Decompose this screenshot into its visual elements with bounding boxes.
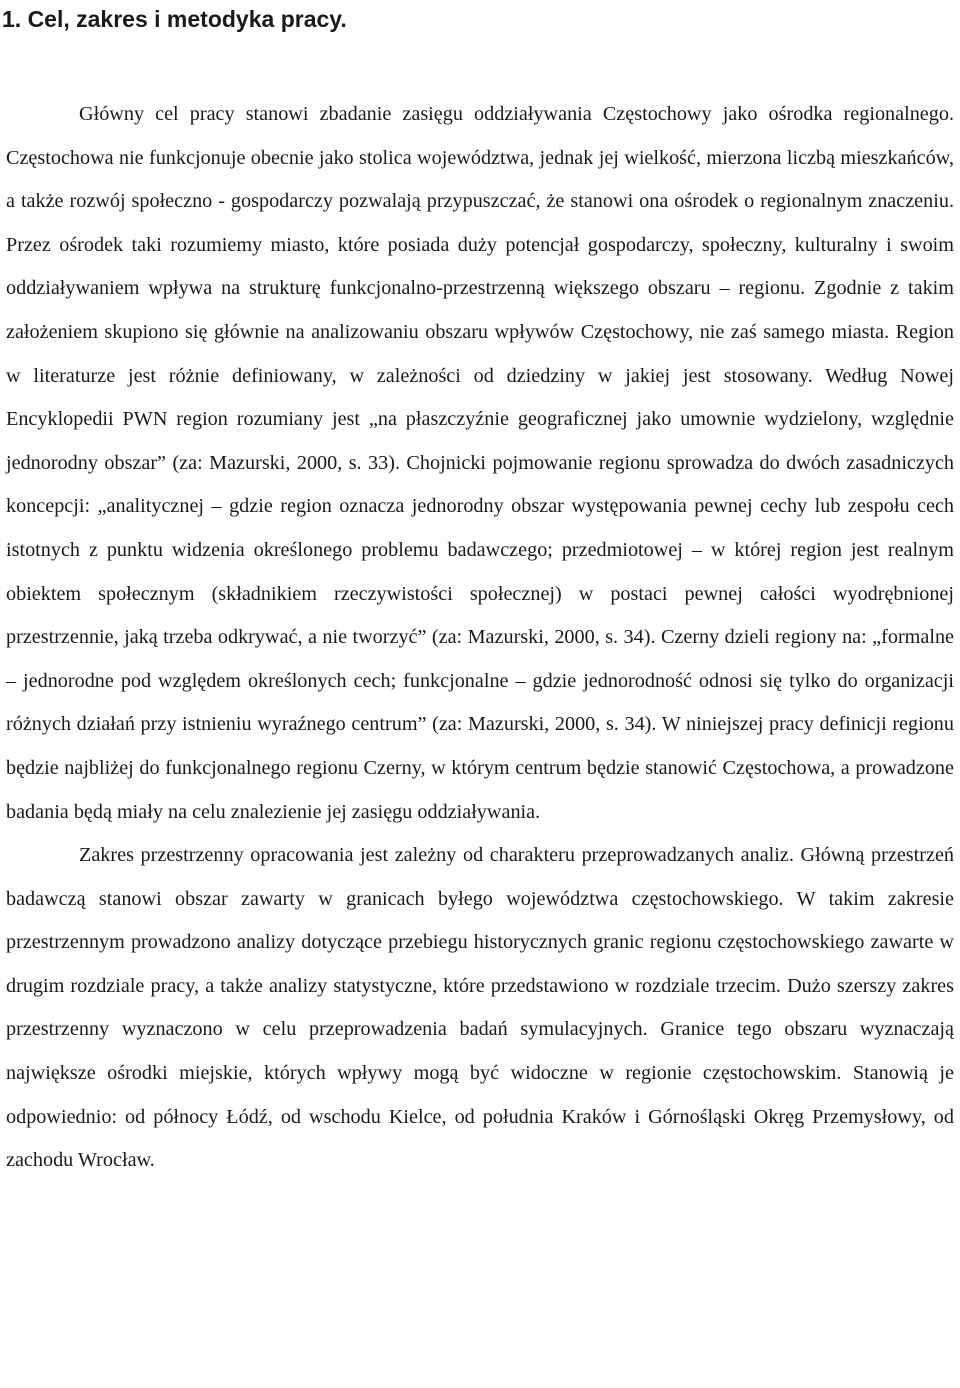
document-page	[2, 0, 954, 1183]
paragraph-scope: Zakres przestrzenny opracowania jest zależny od charakteru przeprowadzanych analiz. Główną przestrzeń badawczą stanowi obszar zawarty w granicach byłego województwa częstochowskiego. W takim zakresie przestrzennym prowadzono analizy dotyczące przebiegu historycznych granic regionu częstochowskiego zawarte w drugim rozdziale pracy, a także analizy statystyczne, które przedstawiono w rozdziale trzecim. Dużo szerszy zakres przestrzenny wyznaczono w celu przeprowadzenia badań symulacyjnych. Granice tego obszaru wyznaczają największe ośrodki miejskie, których wpływy mogą być widoczne w regionie częstochowskim. Stanowią je odpowiednio: od północy Łódź, od wschodu Kielce, od południa Kraków i Górnośląski Okręg Przemysłowy, od zachodu Wrocław.	[6, 844, 954, 1172]
section-heading: 1. Cel, zakres i metodyka pracy.	[2, 6, 347, 32]
paragraph-goal: Główny cel pracy stanowi zbadanie zasięgu oddziaływania Częstochowy jako ośrodka regionalnego. Częstochowa nie funkcjonuje obecnie jako stolica województwa, jednak jej wielkość, mierzona liczbą mieszkańców, a także rozwój społeczno - gospodarczy pozwalają przypuszczać, że stanowi ona ośrodek o regionalnym znaczeniu. Przez ośrodek taki rozumiemy miasto, które posiada duży potencjał gospodarczy, społeczny, kulturalny i swoim oddziaływaniem wpływa na strukturę funkcjonalno-przestrzenną większego obszaru – regionu. Zgodnie z takim założeniem skupiono się głównie na analizowaniu obszaru wpływów Częstochowy, nie zaś samego miasta. Region w literaturze jest różnie definiowany, w zależności od dziedziny w jakiej jest stosowany. Według Nowej Encyklopedii PWN region rozumiany jest „na płaszczyźnie geograficznej jako umownie wydzielony, względnie jednorodny obszar” (za: Mazurski, 2000, s. 33). Chojnicki pojmowanie regionu sprowadza do dwóch zasadniczych koncepcji: „analitycznej – gdzie region oznacza jednorodny obszar występowania pewnej cechy lub zespołu cech istotnych z punktu widzenia określonego problemu badawczego; przedmiotowej – w której region jest realnym obiektem społecznym (składnikiem rzeczywistości społecznej) w postaci pewnej całości wyodrębnionej przestrzennie, jaką trzeba odkrywać, a nie tworzyć” (za: Mazurski, 2000, s. 34). Czerny dzieli regiony na: „formalne – jednorodne pod względem określonych cech; funkcjonalne – gdzie jednorodność odnosi się tylko do organizacji różnych działań przy istnieniu wyraźnego centrum” (za: Mazurski, 2000, s. 34). W niniejszej pracy definicji regionu będzie najbliżej do funkcjonalnego regionu Czerny, w którym centrum będzie stanowić Częstochowa, a prowadzone badania będą miały na celu znalezienie jej zasięgu oddziaływania.	[6, 103, 954, 823]
